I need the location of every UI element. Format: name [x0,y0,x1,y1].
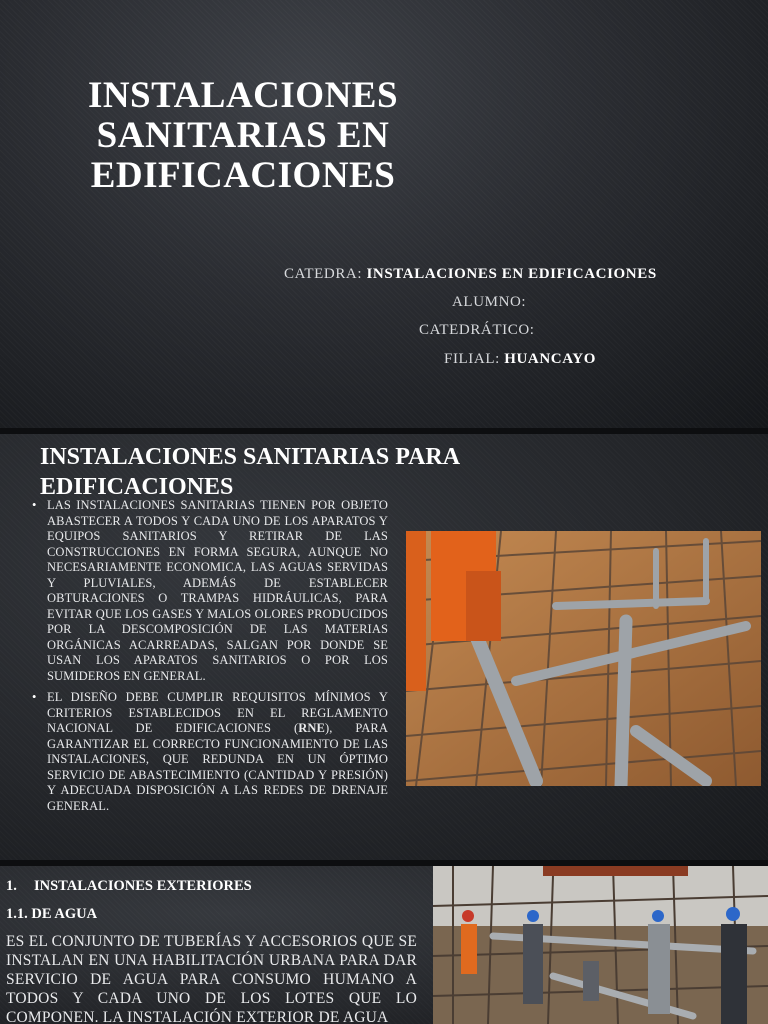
content-slide-exteriores [0,866,768,1024]
subsection-heading: 1.1. DE AGUA [6,906,98,922]
section-paragraph: ES EL CONJUNTO DE TUBERÍAS Y ACCESORIOS QUE SE INSTALAN EN UNA HABILITACIÓN URBANA PARA DAR SERVICIO DE AGUA PARA CONSUMO HUMANO A TODOS Y CADA UNO DE LOS LOTES QUE LO COMPONEN. LA INSTALACIÓN EXTERIOR DE AGUA [6,933,417,1024]
filial-label: FILIAL: [444,351,500,367]
title-line-3: EDIFICACIONES [90,155,396,196]
construction-pipes-photo [406,531,761,786]
pipes-illustration [406,531,761,786]
alumno-label: ALUMNO: [452,294,527,310]
workers-illustration [433,866,768,1024]
bullet-item: • LAS INSTALACIONES SANITARIAS TIENEN POR OBJETO ABASTECER A TODOS Y CADA UNO DE LOS APARATOS Y EQUIPOS SANITARIOS Y RETIRAR DE LAS CONSTRUCCIONES EN FORMA SEGURA, AUNQUE NO NECESARIAMENTE ECONOMICA, LAS AGUAS SERVIDAS Y PLUVIALES, ADEMÁS DE ESTABLECER OBTURACIONES O TRAMPAS HIDRÁULICAS, PARA EVITAR QUE LOS GASES Y MALOS OLORES PRODUCIDOS POR LA DESCOMPOSICIÓN DE LAS MATERIAS ORGÁNICAS ACARREADAS, SALGAN POR DONDE SE USAN LOS APARATOS SANITARIOS O POR LOS SUMIDEROS EN GENERAL. [30,498,388,684]
bullet-list [30,498,388,820]
presentation-title [60,76,426,196]
section-heading-text: INSTALACIONES EXTERIORES [34,878,252,894]
title-line-1: INSTALACIONES [87,75,399,116]
catedra-label: CATEDRA: [284,266,363,282]
section-number: 1. [6,878,17,894]
filial-line [444,351,596,368]
catedratico-label: CATEDRÁTICO: [419,322,535,338]
content-slide-sanitarias [0,434,768,860]
catedra-line [284,266,657,283]
slide-title-line-2: EDIFICACIONES [40,474,234,500]
slide-title [40,442,510,502]
bullet-text: EL DISEÑO DEBE CUMPLIR REQUISITOS MÍNIMOS Y CRITERIOS ESTABLECIDOS EN EL REGLAMENTO NACIONAL DE EDIFICACIONES ( [47,690,388,735]
bullet-bold-text: RNE [298,721,325,735]
section-heading [6,878,252,895]
bullet-text: ), PARA GARANTIZAR EL CORRECTO FUNCIONAMIENTO DE LAS INSTALACIONES, QUE REDUNDA EN UN ÓPTIMO SERVICIO DE ABASTECIMIENTO (CANTIDAD Y PRESIÓN) Y ADECUADA DISPOSICIÓN A LAS REDES DE DRENAJE GENERAL. [47,721,388,813]
workers-site-photo [433,866,768,1024]
catedra-value: INSTALACIONES EN EDIFICACIONES [366,266,657,282]
alumno-line [452,294,526,311]
title-line-2: SANITARIAS EN [96,115,390,156]
catedratico-line [419,322,535,339]
slide-title-line-1: INSTALACIONES SANITARIAS PARA [40,444,461,470]
title-slide [0,0,768,428]
bullet-item [30,690,388,814]
filial-value: HUANCAYO [504,351,596,367]
